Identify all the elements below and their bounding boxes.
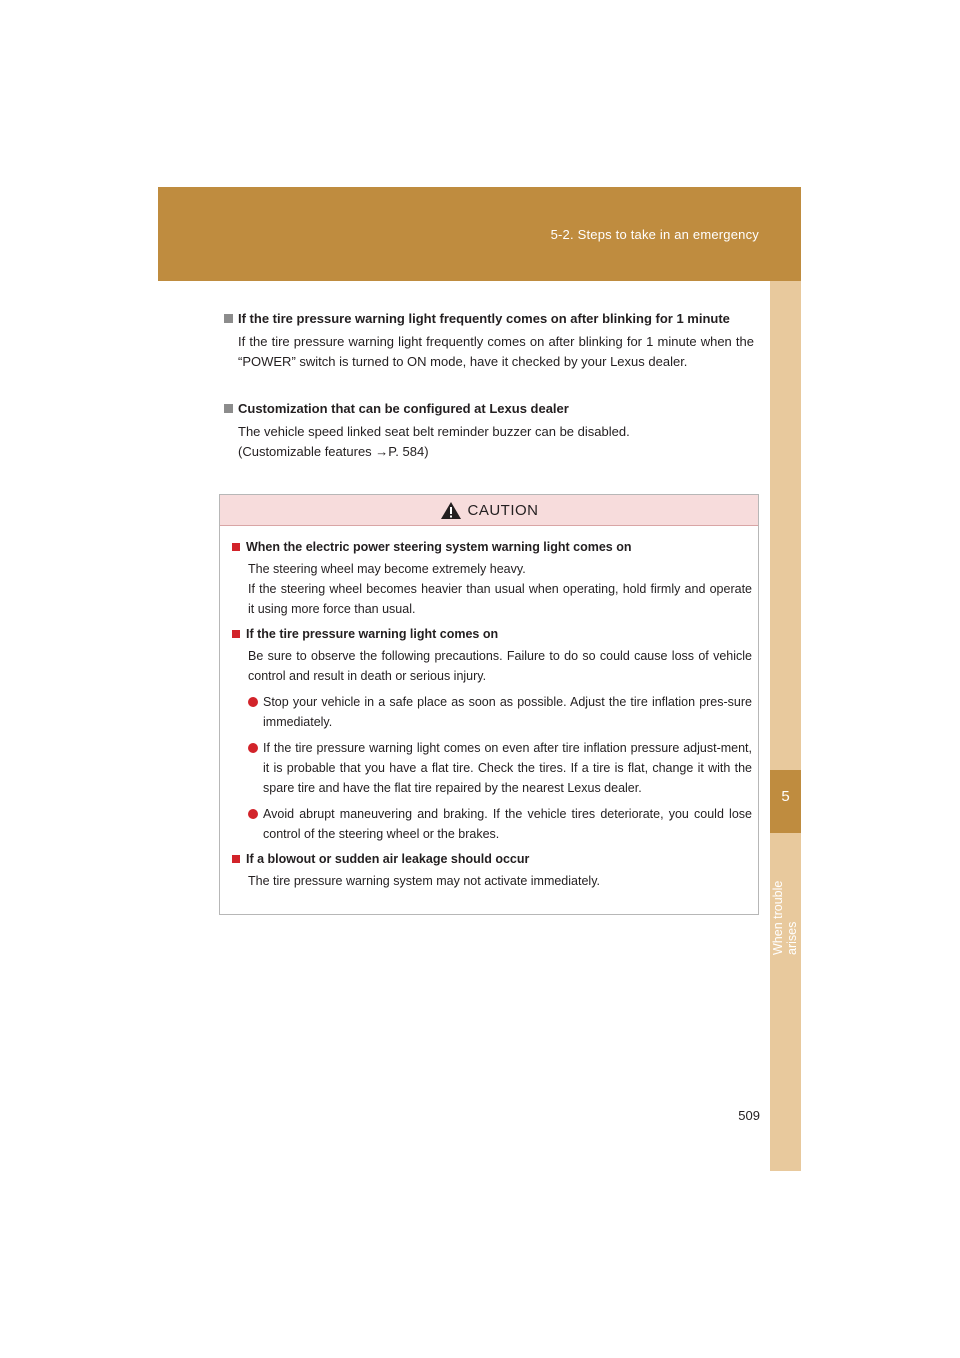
red-square-bullet-icon <box>232 855 240 863</box>
chapter-label: When trouble arises <box>771 880 799 955</box>
section-body: If the tire pressure warning light frequently comes on after blinking for 1 minute when the “POWER” switch is turned to ON mode, have it checked by your Lexus dealer. <box>238 334 754 369</box>
red-dot-bullet-icon <box>248 743 258 753</box>
caution-box <box>219 494 759 915</box>
header-bar <box>158 187 801 281</box>
chapter-tab[interactable] <box>770 770 801 833</box>
page-reference-link[interactable]: (Customizable features →P. 584) <box>238 444 429 459</box>
square-bullet-icon <box>224 404 233 413</box>
caution-item-heading: When the electric power steering system warning light comes on <box>232 538 752 556</box>
caution-item-body: Be sure to observe the following precautions. Failure to do so could cause loss of vehicle control and result in death or serious injury. <box>248 649 752 683</box>
section-body: The vehicle speed linked seat belt reminder buzzer can be disabled. (Customizable features →P. 584) <box>238 422 754 462</box>
red-dot-bullet-icon <box>248 697 258 707</box>
red-square-bullet-icon <box>232 630 240 638</box>
side-tab-strip <box>770 281 801 1171</box>
caution-bullet: Avoid abrupt maneuvering and braking. If the vehicle tires deteriorate, you could lose control of the steering wheel or the brakes. <box>248 804 752 844</box>
red-dot-bullet-icon <box>248 809 258 819</box>
square-bullet-icon <box>224 314 233 323</box>
caution-bullet: If the tire pressure warning light comes on even after tire inflation pressure adjust-ment, it is probable that you have a flat tire. Check the tires. If a tire is flat, change it with the spare tire and have the flat tire repaired by the nearest Lexus dealer. <box>248 738 752 798</box>
red-square-bullet-icon <box>232 543 240 551</box>
caution-title: CAUTION <box>467 501 539 519</box>
caution-item-heading: If the tire pressure warning light comes on <box>232 625 752 643</box>
caution-item-body: The tire pressure warning system may not activate immediately. <box>248 874 600 888</box>
chapter-number: 5 <box>781 788 790 805</box>
section-customization <box>224 400 754 462</box>
section-heading: Customization that can be configured at Lexus dealer <box>224 400 754 418</box>
warning-triangle-icon <box>440 501 462 520</box>
caution-header <box>220 495 758 526</box>
caution-bullet: Stop your vehicle in a safe place as soon as possible. Adjust the tire inflation pres-sure immediately. <box>248 692 752 732</box>
section-heading: If the tire pressure warning light frequently comes on after blinking for 1 minute <box>224 310 754 328</box>
caution-item-body: The steering wheel may become extremely heavy. If the steering wheel becomes heavier than usual when operating, hold firmly and operate it using more force than usual. <box>248 562 752 616</box>
section-tire-warning-frequent <box>224 310 754 372</box>
caution-item-heading: If a blowout or sudden air leakage should occur <box>232 850 752 868</box>
page-number: 509 <box>738 1108 760 1123</box>
section-title: 5-2. Steps to take in an emergency <box>550 227 759 242</box>
